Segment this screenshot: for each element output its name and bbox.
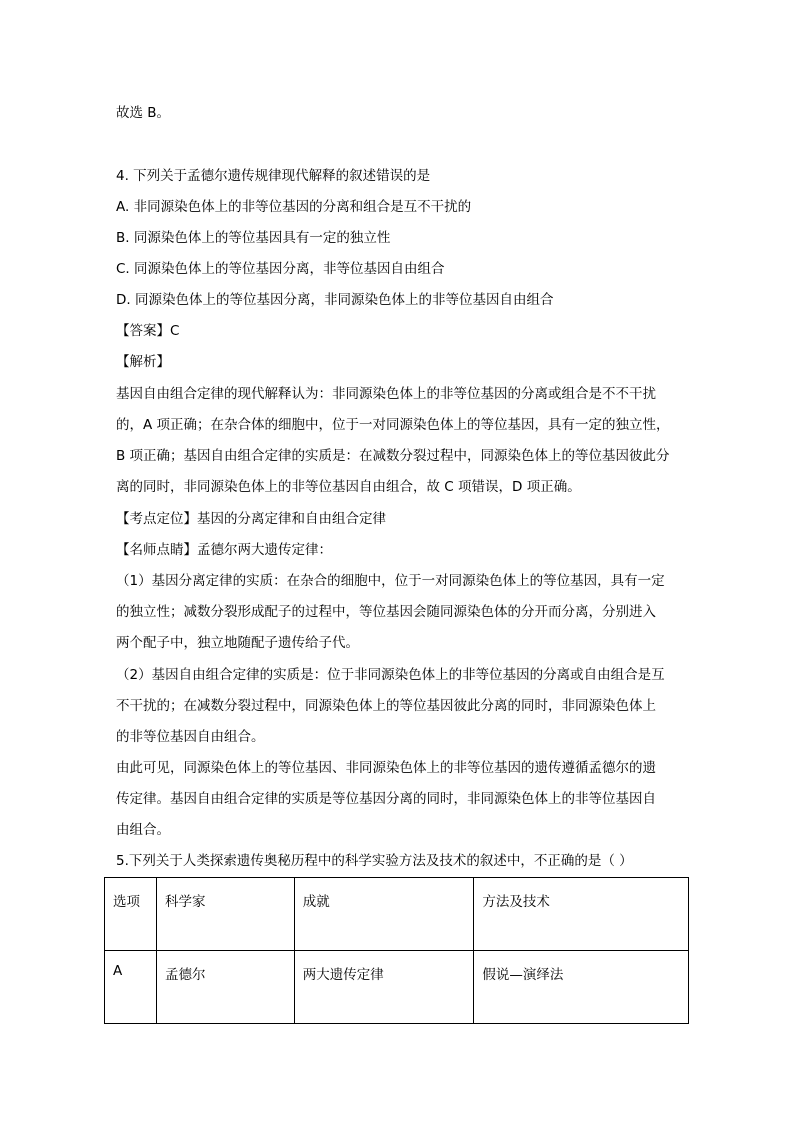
text-line: 的，A 项正确；在杂合体的细胞中，位于一对同源染色体上的等位基因，具有一定的独立性， xyxy=(116,417,670,433)
table-header-cell: 科学家 xyxy=(156,878,294,951)
table-cell: 孟德尔 xyxy=(156,951,294,1024)
text-line: B 项正确；基因自由组合定律的实质是：在减数分裂过程中，同源染色体上的等位基因彼此分 xyxy=(116,448,670,464)
table-row xyxy=(105,951,689,1024)
text-line: C. 同源染色体上的等位基因分离，非等位基因自由组合 xyxy=(116,261,445,277)
text-line: （1）基因分离定律的实质：在杂合的细胞中，位于一对同源染色体上的等位基因，具有一定 xyxy=(116,573,665,589)
text-line: A. 非同源染色体上的非等位基因的分离和组合是互不干扰的 xyxy=(116,199,472,215)
text-line: 故选 B。 xyxy=(116,105,171,121)
table-header-cell: 成就 xyxy=(294,878,474,951)
text-line: 离的同时，非同源染色体上的非等位基因自由组合，故 C 项错误，D 项正确。 xyxy=(116,479,581,495)
text-line: 不干扰的；在减数分裂过程中，同源染色体上的等位基因彼此分离的同时，非同源染色体上 xyxy=(116,698,656,714)
text-line: B. 同源染色体上的等位基因具有一定的独立性 xyxy=(116,230,391,246)
text-line: 的非等位基因自由组合。 xyxy=(116,729,265,745)
table-header-cell: 选项 xyxy=(105,878,157,951)
text-line: 由组合。 xyxy=(116,822,170,838)
text-line: D. 同源染色体上的等位基因分离，非同源染色体上的非等位基因自由组合 xyxy=(116,292,554,308)
options-table xyxy=(104,877,689,1024)
text-line: 两个配子中，独立地随配子遗传给子代。 xyxy=(116,635,359,651)
text-line: 【名师点睛】孟德尔两大遗传定律： xyxy=(116,542,332,558)
text-line: 基因自由组合定律的现代解释认为：非同源染色体上的非等位基因的分离或组合是不不干扰 xyxy=(116,386,656,402)
text-line: 4. 下列关于孟德尔遗传规律现代解释的叙述错误的是 xyxy=(116,168,431,184)
table-header-cell: 方法及技术 xyxy=(474,878,689,951)
text-line: 传定律。基因自由组合定律的实质是等位基因分离的同时，非同源染色体上的非等位基因自 xyxy=(116,791,656,807)
text-line: （2）基因自由组合定律的实质是：位于非同源染色体上的非等位基因的分离或自由组合是互 xyxy=(116,667,665,683)
table-cell: 假说—演绎法 xyxy=(474,951,689,1024)
text-line: 【答案】C xyxy=(116,323,180,339)
text-line: 5.下列关于人类探索遗传奥秘历程中的科学实验方法及技术的叙述中，不正确的是（ ） xyxy=(116,853,633,869)
text-line: 由此可见，同源染色体上的等位基因、非同源染色体上的非等位基因的遗传遵循孟德尔的遗 xyxy=(116,760,656,776)
text-line: 的独立性；减数分裂形成配子的过程中，等位基因会随同源染色体的分开而分离，分别进入 xyxy=(116,604,656,620)
table-header-row xyxy=(105,878,689,951)
text-line: 【解析】 xyxy=(116,354,170,370)
table-cell: A xyxy=(105,951,157,1024)
table-cell: 两大遗传定律 xyxy=(294,951,474,1024)
text-line: 【考点定位】基因的分离定律和自由组合定律 xyxy=(116,511,386,527)
